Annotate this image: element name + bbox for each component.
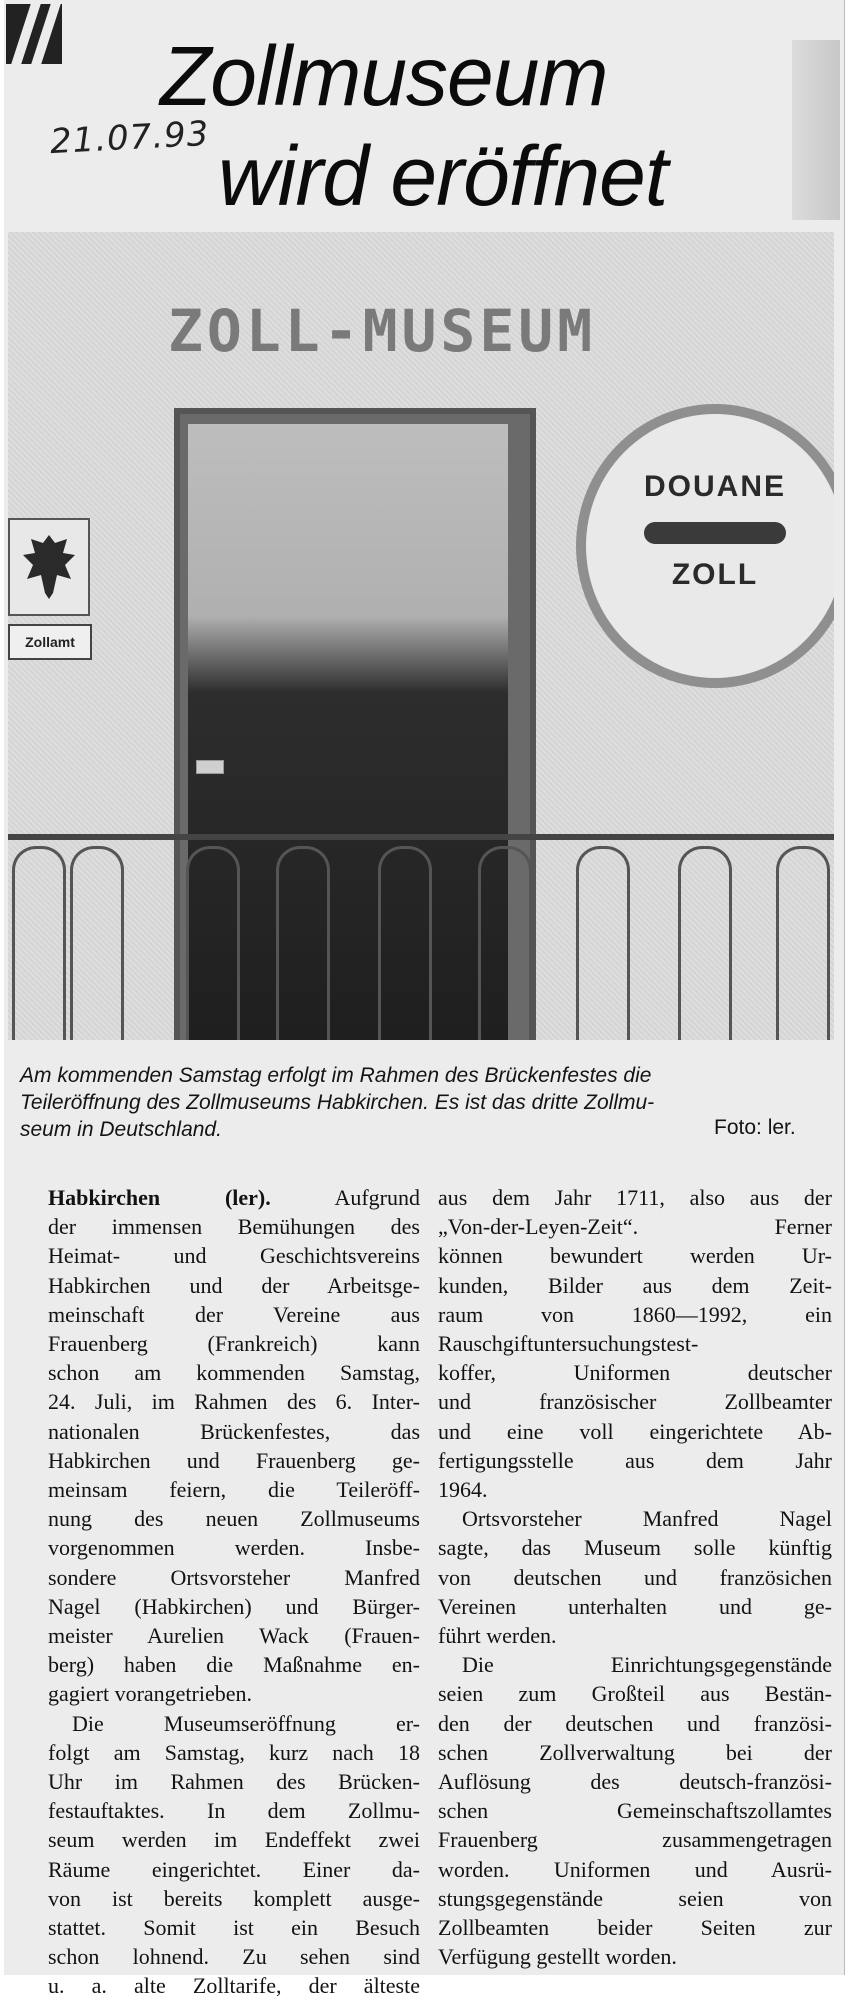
caption-line: Teileröffnung des Zollmuseums Habkirchen. Es ist das dritte Zollmu- — [20, 1091, 655, 1114]
article-line: sondere Ortsvorsteher Manfred — [48, 1564, 420, 1590]
article-line: vorgenommen werden. Insbe- — [48, 1535, 420, 1561]
caption-line: seum in Deutschland. — [20, 1118, 222, 1141]
article-line: raum von 1860—1992, ein — [438, 1301, 832, 1327]
article-line: nung des neuen Zollmuseums — [48, 1506, 420, 1532]
railing-top-bar — [8, 834, 834, 840]
article-line: folgt am Samstag, kurz nach 18 — [48, 1739, 420, 1765]
article-line: schen Gemeinschaftszollamtes — [438, 1798, 832, 1824]
article-line: worden. Uniformen und Ausrü- — [438, 1856, 832, 1882]
railing-loop — [70, 846, 124, 1040]
federal-eagle-icon — [19, 529, 79, 605]
article-line — [48, 1183, 420, 1212]
article-line: seum werden im Endeffekt zwei — [48, 1827, 420, 1853]
article-line: gagiert vorangetrieben. — [48, 1681, 253, 1707]
newspaper-logo-mark — [6, 4, 62, 64]
railing-loop — [478, 846, 532, 1040]
article-line: „Von-der-Leyen-Zeit“. Ferner — [438, 1214, 832, 1240]
railing-loop — [186, 846, 240, 1040]
article-column-right — [438, 1183, 832, 1971]
caption-line: Am kommenden Samstag erfolgt im Rahmen des Brückenfestes die — [20, 1064, 652, 1087]
article-line: Räume eingerichtet. Einer da- — [48, 1856, 420, 1882]
article-photo — [8, 232, 834, 1040]
article-column-left — [48, 1183, 420, 2001]
article-dateline: Habkirchen (ler). — [48, 1185, 271, 1210]
eagle-emblem-plate — [8, 518, 90, 616]
article-line: schon lohnend. Zu sehen sind — [48, 1944, 420, 1970]
article-line: seien zum Großteil aus Bestän- — [438, 1681, 832, 1707]
article-line: fertigungsstelle aus dem Jahr — [438, 1447, 832, 1473]
article-line: 24. Juli, im Rahmen des 6. Inter- — [48, 1389, 420, 1415]
article-line: aus dem Jahr 1711, also aus der — [438, 1185, 832, 1210]
headline-line-1: Zollmuseum — [160, 29, 608, 123]
door-handle — [196, 760, 224, 774]
article-line: festauftaktes. In dem Zollmu- — [48, 1798, 420, 1824]
photo-museum-sign: ZOLL-MUSEUM — [168, 297, 597, 365]
handwritten-date: 21.07.93 — [49, 113, 211, 163]
article-line: und eine voll eingerichtete Ab- — [438, 1418, 832, 1444]
article-line: berg) haben die Maßnahme en- — [48, 1652, 420, 1678]
article-line: Verfügung gestellt worden. — [438, 1944, 677, 1970]
article-line: den der deutschen und französi- — [438, 1710, 832, 1736]
article-line: Habkirchen und der Arbeitsge- — [48, 1272, 420, 1298]
sign-bar — [644, 522, 786, 544]
article-line: Rauschgiftuntersuchungstest- — [438, 1331, 699, 1357]
railing-loop — [576, 846, 630, 1040]
railing-loop — [776, 846, 830, 1040]
railing-loop — [12, 846, 66, 1040]
article-line: der immensen Bemühungen des — [48, 1214, 420, 1240]
article-line: Heimat- und Geschichtsvereins — [48, 1243, 420, 1269]
article-line: 1964. — [438, 1477, 488, 1503]
article-line: können bewundert werden Ur- — [438, 1243, 832, 1269]
article-line: kunden, Bilder aus dem Zeit- — [438, 1272, 832, 1298]
headline-line-2: wird eröffnet — [218, 129, 668, 223]
railing-loop — [678, 846, 732, 1040]
article-line: meinschaft der Vereine aus — [48, 1301, 420, 1327]
zollamt-plate: Zollamt — [8, 624, 92, 660]
douane-zoll-sign — [576, 404, 834, 688]
zoll-label: ZOLL — [671, 558, 759, 591]
article-line: Zollbeamten beider Seiten zur — [438, 1915, 832, 1941]
article-line: meister Aurelien Wack (Frauen- — [48, 1623, 420, 1649]
article-line: Die Einrichtungsgegenstände — [462, 1652, 832, 1678]
article-line: Die Museumseröffnung er- — [72, 1710, 420, 1736]
article-line: stattet. Somit ist ein Besuch — [48, 1915, 420, 1941]
article-line: koffer, Uniformen deutscher — [438, 1360, 832, 1386]
article-line: stungsgegenstände seien von — [438, 1885, 832, 1911]
article-line: von ist bereits komplett ausge- — [48, 1885, 420, 1911]
article-line: Ortsvorsteher Manfred Nagel — [462, 1506, 832, 1532]
article-line: Habkirchen und Frauenberg ge- — [48, 1447, 420, 1473]
article-line: und französischer Zollbeamter — [438, 1389, 832, 1415]
douane-label: DOUANE — [643, 470, 786, 503]
article-line: sagte, das Museum solle künftig — [438, 1535, 832, 1561]
article-line-text: Aufgrund — [334, 1185, 420, 1210]
article-line: Uhr im Rahmen des Brücken- — [48, 1769, 420, 1795]
headline — [160, 26, 820, 226]
article-line: schon am kommenden Samstag, — [48, 1360, 420, 1386]
article-line: Auflösung des deutsch-französi- — [438, 1769, 832, 1795]
article-line: Frauenberg zusammengetragen — [438, 1827, 832, 1853]
article-line: Nagel (Habkirchen) und Bürger- — [48, 1593, 420, 1619]
article-line: von deutschen und französichen — [438, 1564, 832, 1590]
article-line: Frauenberg (Frankreich) kann — [48, 1331, 420, 1357]
article-line: meinsam feiern, die Teileröff- — [48, 1477, 420, 1503]
article-line: führt werden. — [438, 1623, 557, 1649]
article-line: schen Zollverwaltung bei der — [438, 1739, 832, 1765]
railing-loop — [378, 846, 432, 1040]
article-line: nationalen Brückenfestes, das — [48, 1418, 420, 1444]
article-line: u. a. alte Zolltarife, der älteste — [48, 1973, 420, 1999]
railing-loop — [276, 846, 330, 1040]
article-line: Vereinen unterhalten und ge- — [438, 1593, 832, 1619]
photo-credit: Foto: ler. — [714, 1116, 796, 1139]
